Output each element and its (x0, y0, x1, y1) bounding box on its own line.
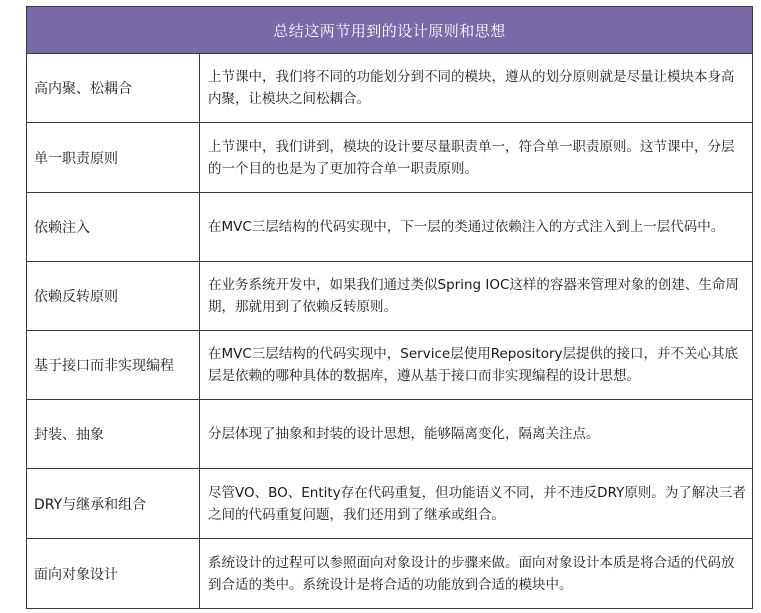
principle-name: 单一职责原则 (27, 123, 200, 192)
principle-name: 基于接口而非实现编程 (27, 331, 200, 399)
principle-description: 在MVC三层结构的代码实现中，Service层使用Repository层提供的接口，并不关心其底层是依赖的哪种具体的数据库，遵从基于接口而非实现编程的设计思想。 (208, 346, 738, 384)
table-row (27, 193, 752, 262)
principle-description: 在MVC三层结构的代码实现中，下一层的类通过依赖注入的方式注入到上一层代码中。 (208, 219, 725, 235)
principle-description: 上节课中，我们讲到，模块的设计要尽量职责单一，符合单一职责原则。这节课中，分层的一个目的也是为了更加符合单一职责原则。 (208, 138, 735, 177)
table-row (27, 331, 752, 400)
principle-description: 分层体现了抽象和封装的设计思想，能够隔离变化，隔离关注点。 (208, 426, 600, 442)
table-row (27, 400, 752, 469)
principle-name: 面向对象设计 (27, 539, 200, 608)
principle-name: 依赖反转原则 (27, 262, 200, 330)
principle-name: 依赖注入 (27, 193, 200, 261)
principle-description: 系统设计的过程可以参照面向对象设计的步骤来做。面向对象设计本质是将合适的代码放到合适的类中。系统设计是将合适的功能放到合适的模块中。 (208, 554, 735, 593)
table-row (27, 539, 752, 608)
table-row (27, 262, 752, 331)
principle-name: DRY与继承和组合 (27, 469, 200, 538)
table-title: 总结这两节用到的设计原则和思想 (27, 7, 752, 54)
principle-name: 高内聚、松耦合 (27, 54, 200, 122)
principle-description: 在业务系统开发中，如果我们通过类似Spring IOC这样的容器来管理对象的创建、生命周期，那就用到了依赖反转原则。 (208, 277, 739, 315)
table-row (27, 54, 752, 123)
table-row (27, 123, 752, 193)
principle-description: 尽管VO、BO、Entity存在代码重复，但功能语义不同，并不违反DRY原则。为了解决三者之间的代码重复问题，我们还用到了继承或组合。 (208, 484, 746, 523)
principles-table (26, 6, 753, 609)
table-row (27, 469, 752, 539)
principle-description: 上节课中，我们将不同的功能划分到不同的模块，遵从的划分原则就是尽量让模块本身高内聚，让模块之间松耦合。 (208, 69, 735, 107)
principle-name: 封装、抽象 (27, 400, 200, 468)
